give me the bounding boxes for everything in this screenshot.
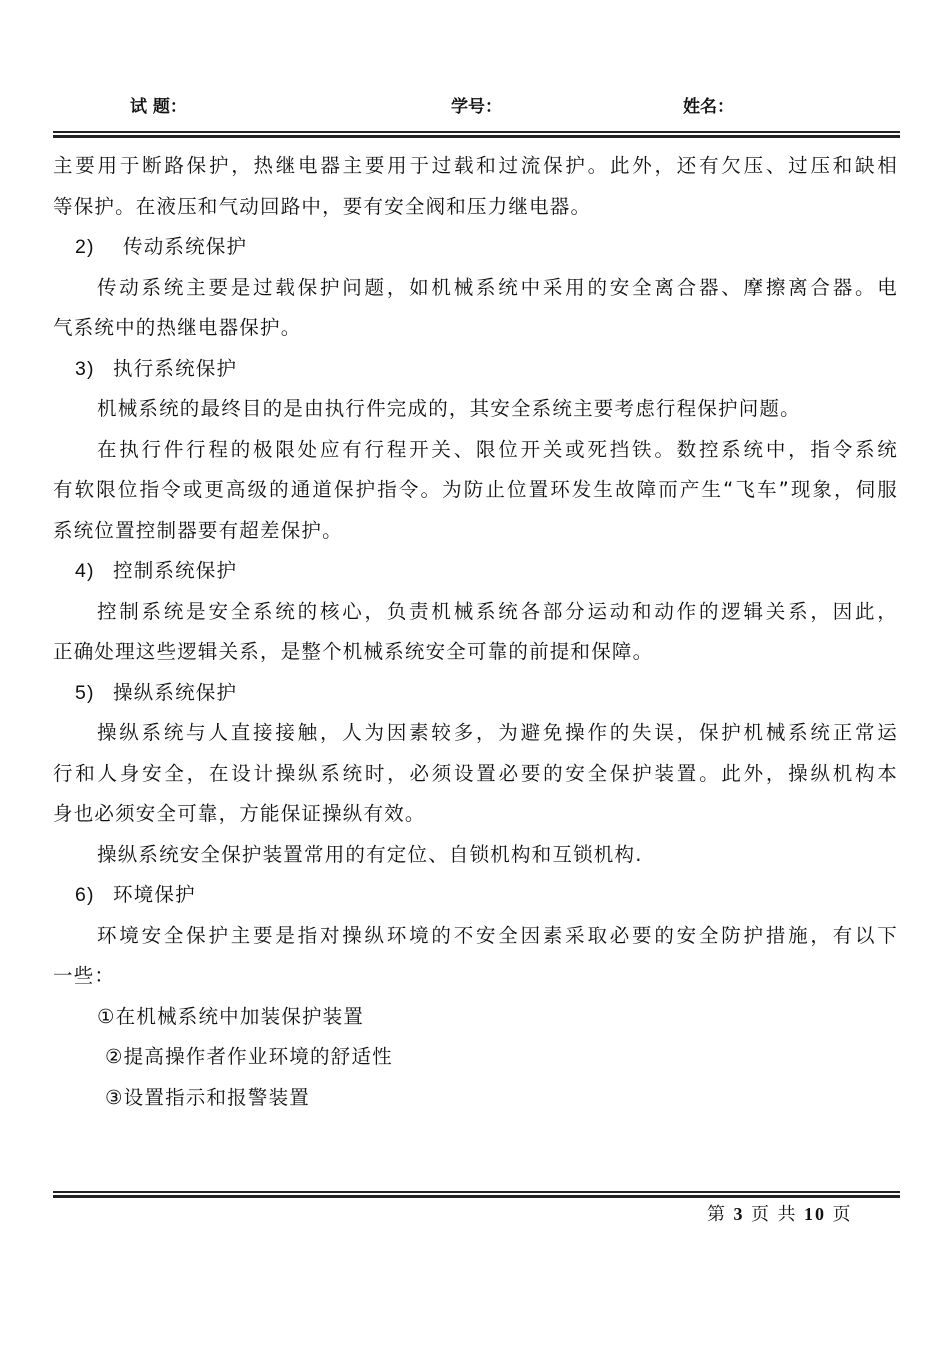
header-divider	[53, 131, 900, 138]
paragraph-line: 在执行件行程的极限处应有行程开关、限位开关或死挡铁。数控系统中，指令系统	[97, 437, 898, 461]
section-title: 环境保护	[113, 883, 196, 906]
total-pages: 10	[804, 1204, 826, 1224]
section-title: 传动系统保护	[123, 235, 248, 258]
page-header	[0, 92, 950, 122]
paragraph-line: 行和人身安全，在设计操纵系统时，必须设置必要的安全保护装置。此外，操纵机构本	[53, 761, 898, 785]
section-number: 4)	[75, 560, 95, 582]
list-item: ①在机械系统中加装保护装置	[97, 1004, 365, 1028]
paragraph-line: 机械系统的最终目的是由执行件完成的，其安全系统主要考虑行程保护问题。	[97, 397, 801, 420]
student-id-label: 学号：	[451, 97, 502, 117]
paragraph-line: 环境安全保护主要是指对操纵环境的不安全因素采取必要的安全防护措施，有以下	[97, 923, 898, 947]
current-page: 3	[733, 1204, 745, 1224]
section-heading	[53, 673, 898, 714]
paragraph-line: 系统位置控制器要有超差保护。	[53, 518, 343, 542]
section-title: 操纵系统保护	[113, 680, 238, 704]
paragraph-line: 一些：	[53, 964, 116, 987]
section-number: 3)	[75, 357, 95, 380]
paragraph-line: 气系统中的热继电器保护。	[53, 316, 302, 339]
section-title: 控制系统保护	[113, 559, 238, 582]
paragraph-line: 等保护。在液压和气动回路中，要有安全阀和压力继电器。	[53, 194, 592, 218]
page-prefix: 第	[707, 1204, 727, 1224]
paragraph-line: 传动系统主要是过载保护问题，如机械系统中采用的安全离合器、摩擦离合器。电	[97, 275, 898, 299]
section-heading	[53, 551, 898, 592]
section-heading	[53, 875, 898, 916]
page-suffix: 页	[832, 1204, 853, 1224]
paragraph-line: 主要用于断路保护，热继电器主要用于过载和过流保护。此外，还有欠压、过压和缺相	[53, 154, 898, 177]
section-title: 执行系统保护	[113, 356, 238, 380]
page-footer	[0, 1196, 950, 1226]
section-heading	[53, 349, 898, 390]
section-number: 5)	[75, 681, 95, 704]
document-body	[53, 146, 898, 1118]
paragraph-line: 操纵系统与人直接接触，人为因素较多，为避免操作的失误，保护机械系统正常运	[97, 721, 898, 744]
section-number: 6)	[75, 884, 95, 906]
paragraph-line: 正确处理这些逻辑关系，是整个机械系统安全可靠的前提和保障。	[53, 640, 654, 663]
paragraph-line: 控制系统是安全系统的核心，负责机械系统各部分运动和动作的逻辑关系，因此，	[97, 599, 898, 623]
title-label: 试 题：	[130, 97, 187, 117]
paragraph-line: 身也必须安全可靠，方能保证操纵有效。	[53, 802, 426, 825]
page-middle: 页 共	[751, 1204, 798, 1224]
page-number	[707, 1200, 853, 1226]
section-number: 2)	[75, 236, 95, 258]
list-item: ②提高操作者作业环境的舒适性	[105, 1045, 393, 1068]
section-heading	[53, 227, 898, 268]
name-label: 姓名：	[683, 97, 734, 117]
list-item: ③设置指示和报警装置	[105, 1085, 310, 1109]
paragraph-line: 操纵系统安全保护装置常用的有定位、自锁机构和互锁机构.	[97, 842, 643, 866]
paragraph-line: 有软限位指令或更高级的通道保护指令。为防止位置环发生故障而产生“飞车”现象，伺服	[53, 478, 898, 501]
